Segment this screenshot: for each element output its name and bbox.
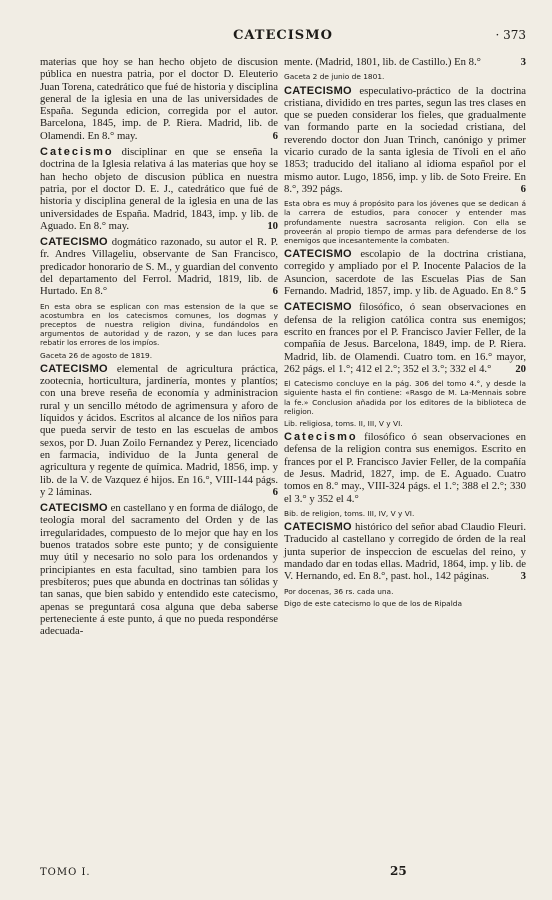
entry-text: escolapio de la doctrina cristiana, corregido y ampliado por el P. Inocente Palacios de la Asuncion, sacerdote de las Escuelas Pias de San Fernando. Madrid, 1857, imp. y lib. de Aguado. En 8.° bbox=[284, 248, 526, 298]
entry-text: histórico del señor abad Claudio Fleuri. Traducido al castellano y corregido de órden de la real junta superior de inspeccion de escuelas del reino, y mandado dar en todas ellas. Madrid, 1864, imp. y lib. de V. Hernando, ed. En 8.°, past. hol., 142 páginas. bbox=[284, 521, 526, 583]
catalog-entry bbox=[40, 56, 278, 142]
right-column bbox=[284, 56, 526, 611]
entry-headword: CATECISMO bbox=[284, 521, 352, 534]
entry-price: 6 bbox=[520, 182, 526, 195]
entry-price: 3 bbox=[520, 56, 526, 68]
entry-headword: CATECISMO bbox=[40, 502, 108, 515]
source-citation: Por docenas, 36 rs. cada una. bbox=[284, 586, 394, 596]
entry-headword: CATECISMO bbox=[284, 248, 352, 261]
source-citation: Lib. religiosa, toms. II, III, V y VI. bbox=[284, 418, 403, 428]
entry-text: mente. (Madrid, 1801, lib. de Castillo.) En 8.° bbox=[284, 56, 481, 68]
page-number: · 373 bbox=[495, 28, 526, 42]
catalog-entry bbox=[40, 363, 278, 498]
entry-price: 10 bbox=[267, 219, 278, 232]
catalog-entry bbox=[284, 248, 526, 297]
volume-label: TOMO I. bbox=[40, 867, 91, 878]
catalog-entry bbox=[40, 502, 278, 637]
entry-headword: CATECISMO bbox=[40, 362, 108, 375]
left-column bbox=[40, 56, 278, 641]
page-header bbox=[40, 28, 526, 48]
entry-headword: CATECISMO bbox=[284, 301, 352, 314]
entry-price: 6 bbox=[272, 129, 278, 142]
signature-mark: 25 bbox=[390, 864, 407, 878]
catalog-entry bbox=[284, 56, 526, 68]
source-citation: Bib. de religion, toms. III, IV, V y VI. bbox=[284, 508, 415, 518]
entry-headword: CATECISMO bbox=[284, 84, 352, 97]
entry-text: dogmático razonado, su autor el R. P. fr. Andres Villageliu, observante de San Francisco, predicador honorario de S. M., y guardian del convento del departamento del Ferrol. Madrid, 1819, lib. de Hurtado. En 8.° bbox=[40, 236, 279, 298]
entry-headword: CATECISMO bbox=[40, 236, 108, 249]
entry-text: elemental de agricultura práctica, zootecnia, horticultura, jardinería, montes y plantíos; con una breve reseña de economía y administracion rural y un sencillo método de agrimensura y aforo de líquidos y ácidos. Escritos al alcance de los niños para que pueda servir de testo en las escuelas de ambos sexos, por D. Juan Zoilo Fernandez y Perez, licenciado en farmacia, individuo de la Junta general de agricultura y regente de química. Madrid, 1856, imp. y lib. de la V. de Vazquez é hijos. En 16.°, VIII-144 págs. y 2 láminas. bbox=[40, 362, 279, 498]
catalog-entry bbox=[40, 236, 278, 297]
entry-note: En esta obra se esplican con mas estension de la que se acostumbra en los catecismos comunes, los dogmas y preceptos de nuestra religion divina, fundándolos en argumentos de autoridad y de razon, y se dan luces para rebatir los errores de los impíos. bbox=[40, 301, 278, 348]
catalog-entry bbox=[284, 431, 526, 505]
source-citation: Digo de este catecismo lo que de los de Ripalda bbox=[284, 598, 462, 608]
catalog-entry bbox=[40, 146, 278, 232]
entry-text: filosófico ó sean observaciones en defensa de la religion contra sus enemigos. Escrito en frances por el P. Francisco Javier Feller, de la compañía de Jesus. Madrid, 1827, imp. de E. Aguado. Cuatro tomos en 8.° may., VIII-324 págs. el 1.°; 388 el 2.°; 330 el 3.° y 352 el 4.° bbox=[284, 431, 527, 505]
entry-price: 5 bbox=[520, 285, 526, 298]
entry-note: Esta obra es muy á propósito para los jóvenes que se dedican á la carrera de estudios, para conocer y entender mas profundamente nuestra sacrosanta religion. Con ella se proveerán al propio tiempo de armas para defenderse de los enemigos que incesantemente la combaten. bbox=[284, 199, 526, 245]
entry-text: filosófico, ó sean observaciones en defensa de la religion católica contra sus enemigos; escrito en frances por el P. Francisco Javier Feller, de la compañía de Jesus. Barcelona, 1849, imp. de P. Riera. Madrid, lib. de Olamendi. Cuatro tom. en 16.° mayor, 262 págs. el 1.°; 412 el 2.°; 352 el 3.°; 332 el 4.° bbox=[284, 301, 527, 375]
entry-text: disciplinar en que se enseña la doctrina de la Iglesia relativa á las materias que hoy se han hecho objeto de discusion pública en nuestra patria, por el doctor D. E. J., catedrático que fué de historia y disciplina general de la iglesia en una de las universidades de España. Madrid, 1843, imp. y lib. de Aguado. En 8.° may. bbox=[40, 146, 279, 232]
entry-note: El Catecismo concluye en la pág. 306 del tomo 4.°, y desde la siguiente hasta el fin contiene: «Rasgo de M. La-Mennais sobre la fe.» Conclusion añadida por los editores de la biblioteca de religion. bbox=[284, 379, 526, 416]
entry-price: 6 bbox=[272, 485, 278, 498]
catalog-entry bbox=[284, 85, 526, 196]
entry-price: 3 bbox=[520, 570, 526, 583]
entry-text: materias que hoy se han hecho objeto de discusion pública en nuestra patria, por el doctor D. Eleuterio Juan Torena, catedrático que fué de historia y disciplina general de la iglesia en una de las universidades de España. Segunda edicion, corregida por el autor. Barcelona, 1845, imp. de P. Riera. Madrid, lib. de Olamendi. En 8.° may. bbox=[40, 56, 278, 142]
catalog-entry bbox=[284, 301, 526, 375]
entry-price: 20 bbox=[515, 362, 526, 375]
source-citation: Gaceta 2 de junio de 1801. bbox=[284, 72, 385, 82]
entry-price: 6 bbox=[272, 285, 278, 298]
entry-text: en castellano y en forma de diálogo, de teología moral del sacramento del Orden y de las irregularidades, compuesto de lo mejor que hay en los buenos tratados sobre este punto; y de consiguiente muy útil y necesario no solo para los ordenandos y principiantes en esta facultad, sino tambien para los presbíteros; pues que abunda en doctrinas tan sólidas y tan sanas, que bien sabido y entendido este catecismo, apenas se preguntará cosa alguna que deba saberse perteneciente á este punto, á que no pueda respondérse adecuada- bbox=[40, 502, 279, 638]
catalog-entry bbox=[284, 521, 526, 582]
entry-headword: Catecismo bbox=[40, 146, 114, 159]
entry-text: especulativo-práctico de la doctrina cristiana, dividido en tres partes, segun las tres clases en que se pueden considerar los fieles, que gradualmente van formando parte en la sociedad cristiana, del reverendo doctor don Juan Trinch, canónigo y primer vicario curado de la santa iglesia de Tívoli en el año 1853; traducido del italiano al idioma español por el mismo autor. Lugo, 1856, imp. y lib. de Soto Freire. En 8.°, 392 págs. bbox=[284, 84, 527, 195]
entry-headword: Catecismo bbox=[284, 431, 358, 444]
running-title: CATECISMO bbox=[233, 28, 333, 43]
source-citation: Gaceta 26 de agosto de 1819. bbox=[40, 350, 153, 360]
